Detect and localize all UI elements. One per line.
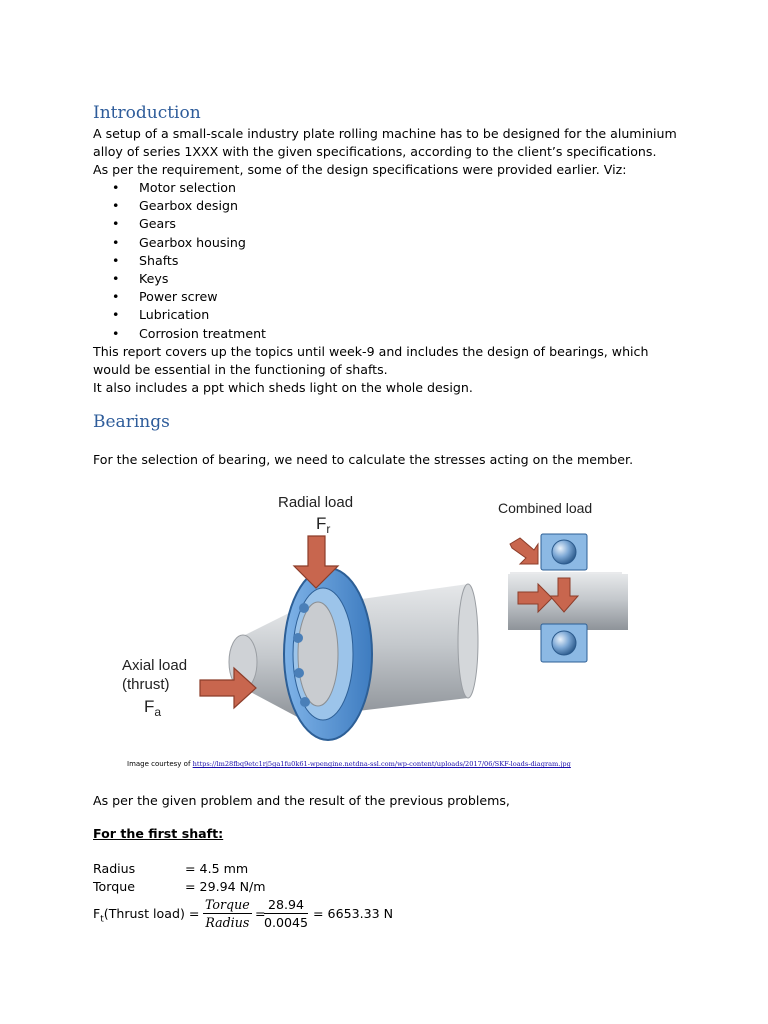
bearing-loads-diagram <box>118 488 648 750</box>
torque-value: = 29.94 N/m <box>185 879 266 894</box>
radius-label: Radius <box>93 861 136 876</box>
thrust-load-equation <box>93 897 413 942</box>
bullet-icon: • <box>112 180 120 195</box>
intro-paragraph-line-1: A setup of a small-scale industry plate rolling machine has to be designed for the aluminium <box>93 126 677 141</box>
document-page: Introduction A setup of a small-scale industry plate rolling machine has to be designed for the aluminium alloy of series 1XXX with the given specifications, according to the client’s specifications. As per the requirement, some of the design specifications were provided earlier. Viz: • Motor selection • Gearbox design • Gears • Gearbox housing • Shafts • Keys • Power screw • Lubrication • Corrosion treatment This report covers up the topics until week-9 and includes the design of bearings, which would be essential in the functioning of shafts. It also includes a ppt which sheds light on the whole design. Bearings For the selection of bearing, we need to calculate the stresses acting on the member. Radial load $F_r$ Axial load (thrust) $F_a$ Combined load Image courtesy of https://lm28fbq9etc1rj5ga1fu0k61-wpengine.netdna-ssl.com/wp-content/uploads/2017/06/SKF-loads-diagram.jpg As per the given problem and the result of the previous problems, For the first shaft: Radius = 4.5 mm Torque = 29.94 N/m $F_t(Thrust$ load) = Torque Radius = $\frac{28.94}{0.0045}$ = 6653.33 N <box>0 0 768 1024</box>
thrust-load-label: $F_t(Thrust$ load) = <box>93 906 200 925</box>
radial-load-symbol: $F_r$ <box>316 514 331 536</box>
combined-load-label: Combined load <box>498 500 593 516</box>
image-source-link[interactable]: https://lm28fbq9etc1rj5ga1fu0k61-wpengine.netdna-ssl.com/wp-content/uploads/2017/06/SKF-loads-diagram.jpg <box>192 760 571 768</box>
axial-thrust-label: (thrust) <box>122 676 170 693</box>
image-caption: Image courtesy of https://lm28fbq9etc1rj5ga1fu0k61-wpengine.netdna-ssl.com/wp-content/uploads/2017/06/SKF-loads-diagram.jpg <box>127 760 571 768</box>
intro-paragraph-line-2: alloy of series 1XXX with the given specifications, according to the client’s specifications. <box>93 144 657 159</box>
combined-load-inset <box>508 534 628 662</box>
first-shaft-subheading: For the first shaft: <box>93 826 224 841</box>
bullet-icon: • <box>112 325 120 341</box>
bullet-icon: • <box>112 307 120 323</box>
torque-row <box>93 879 266 894</box>
introduction-heading: Introduction <box>93 103 201 123</box>
thrust-load-result: = 6653.33 N <box>313 906 394 921</box>
equals-sign: = <box>255 906 266 921</box>
radius-row <box>93 861 249 876</box>
bullet-icon: • <box>112 289 120 305</box>
radial-load-label: Radial load <box>278 494 354 511</box>
ppt-paragraph: It also includes a ppt which sheds light on the whole design. <box>93 380 473 395</box>
scope-paragraph-line-1: This report covers up the topics until week-9 and includes the design of bearings, which <box>93 344 649 359</box>
bullet-icon: • <box>112 234 120 250</box>
bullet-icon: • <box>112 198 120 214</box>
bullet-icon: • <box>112 216 120 232</box>
bullet-icon: • <box>112 270 120 286</box>
axial-load-label: Axial load <box>122 657 188 674</box>
given-problem-paragraph: As per the given problem and the result of the previous problems, <box>93 793 510 808</box>
bearing <box>284 568 372 740</box>
bearings-paragraph: For the selection of bearing, we need to calculate the stresses acting on the member. <box>93 452 634 467</box>
scope-paragraph-line-2: would be essential in the functioning of shafts. <box>93 362 388 377</box>
numeric-fraction: $\frac{28.94}{0.0045}$ <box>264 897 309 930</box>
torque-over-radius-fraction: Torque Radius <box>205 897 250 930</box>
bearings-heading: Bearings <box>93 412 170 432</box>
radius-value: = 4.5 mm <box>185 861 249 876</box>
requirement-paragraph: As per the requirement, some of the design specifications were provided earlier. Viz: <box>93 162 627 177</box>
bullet-icon: • <box>112 252 120 268</box>
torque-label: Torque <box>93 879 135 894</box>
axial-load-symbol: $F_a$ <box>144 697 162 719</box>
